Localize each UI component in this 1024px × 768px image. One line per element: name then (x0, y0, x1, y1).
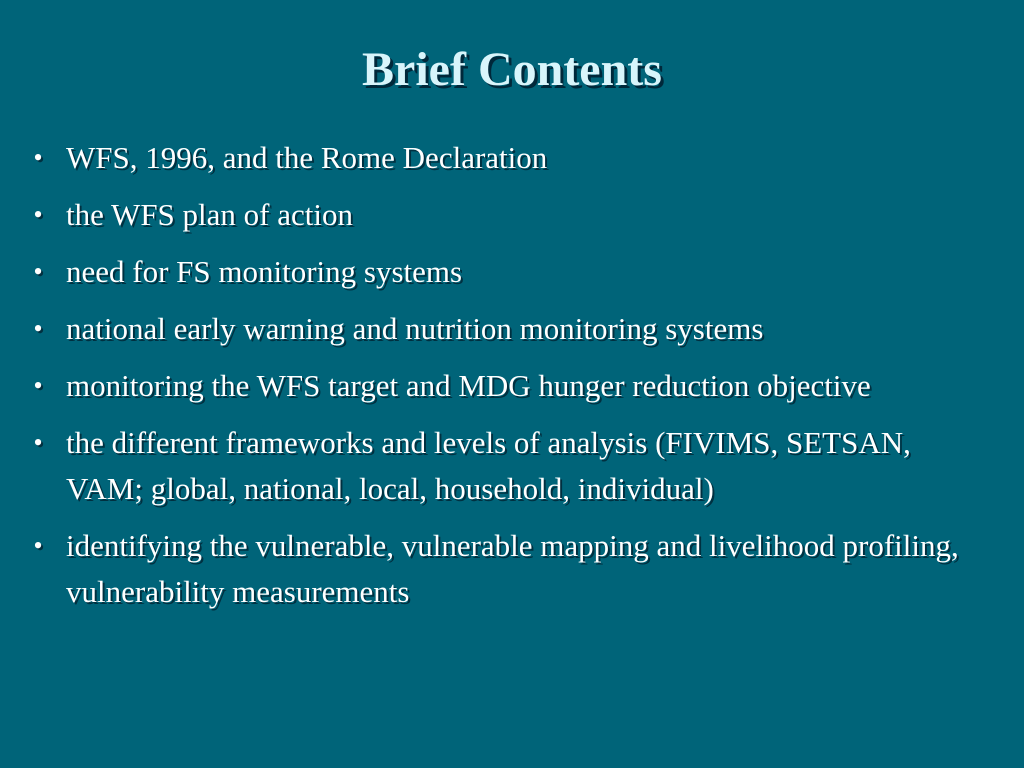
bullet-item (28, 363, 968, 409)
bullet-text: WFS, 1996, and the Rome Declaration (66, 140, 548, 175)
bullet-point-icon: • (33, 314, 43, 343)
bullet-list (28, 135, 968, 626)
bullet-text: monitoring the WFS target and MDG hunger reduction objective (66, 368, 871, 403)
bullet-item (28, 192, 968, 238)
bullet-point-icon: • (33, 371, 43, 400)
bullet-item (28, 135, 968, 181)
bullet-item (28, 306, 968, 352)
bullet-point-icon: • (33, 200, 43, 229)
bullet-point-icon: • (33, 428, 43, 457)
bullet-point-icon: • (33, 143, 43, 172)
bullet-point-icon: • (33, 531, 43, 560)
slide-title: Brief Contents (362, 43, 662, 96)
bullet-item (28, 523, 968, 615)
bullet-text: need for FS monitoring systems (66, 254, 463, 289)
bullet-text: national early warning and nutrition monitoring systems (66, 311, 764, 346)
bullet-item (28, 249, 968, 295)
bullet-point-icon: • (33, 257, 43, 286)
bullet-text: identifying the vulnerable, vulnerable mapping and livelihood profiling, vulnerability measurements (66, 528, 959, 609)
bullet-item (28, 420, 968, 512)
bullet-text: the WFS plan of action (66, 197, 353, 232)
bullet-text: the different frameworks and levels of analysis (FIVIMS, SETSAN, VAM; global, national, local, household, individual) (66, 425, 911, 506)
